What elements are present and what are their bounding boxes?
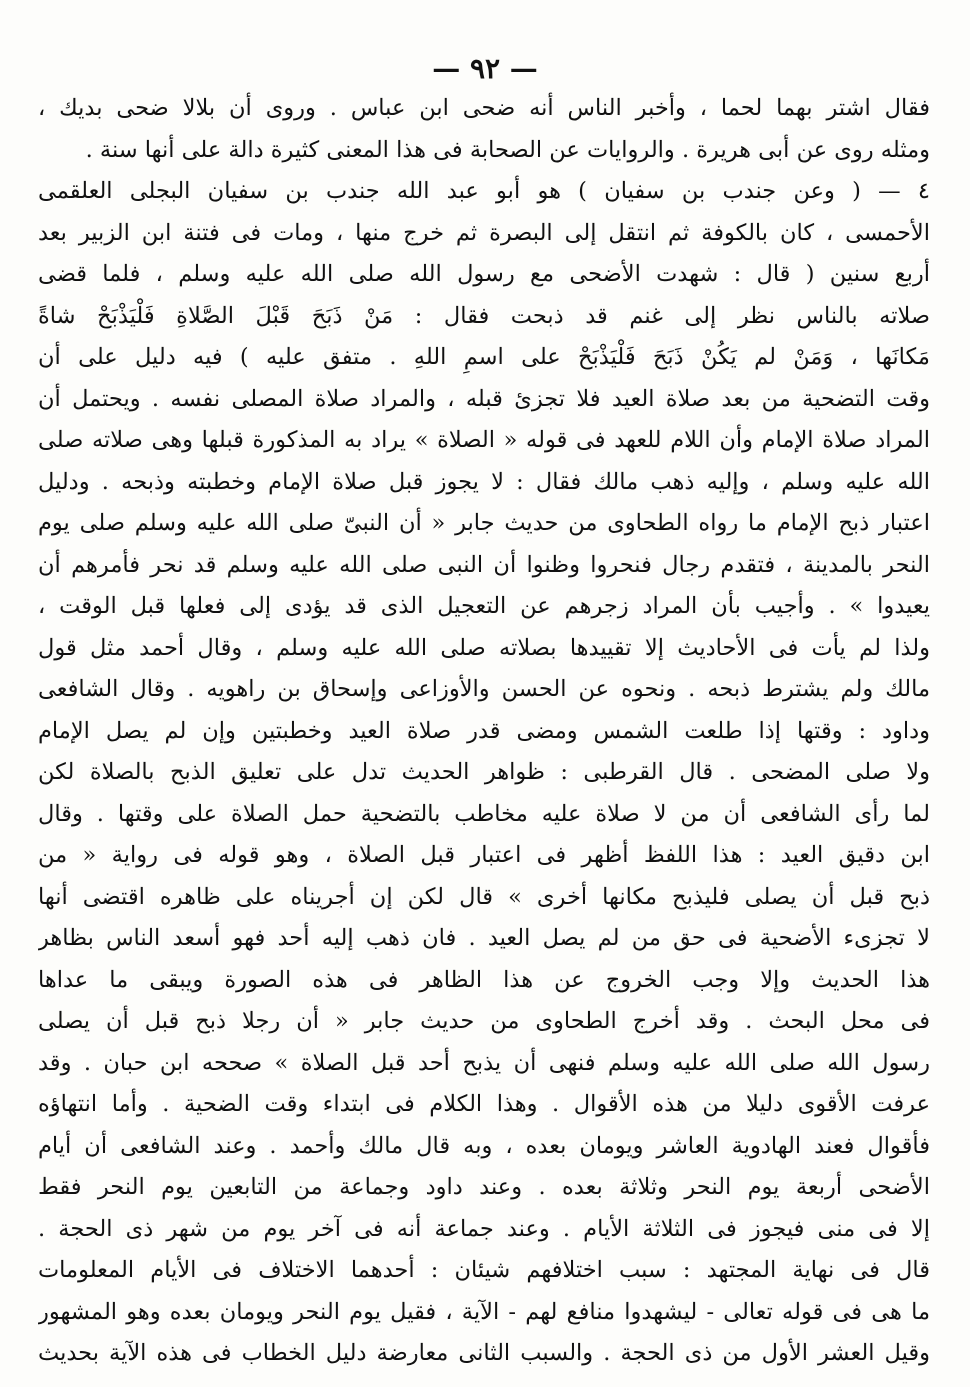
- text-line: اعتبار ذبح الإمام ما رواه الطحاوى من حديث جابر « أن النبىّ صلى الله عليه وسلم صلى يوم: [38, 510, 930, 536]
- text-line: الله عليه وسلم ، وإليه ذهب مالك فقال : لا يجوز قبل صلاة الإمام وخطبته وذبحه . ودليل: [38, 468, 930, 495]
- text-line: فى محل البحث . وقد أخرج الطحاوى من حديث جابر « أن رجلا ذبح قبل أن يصلى: [38, 1008, 930, 1034]
- text-line: ومثله روى عن أبى هريرة . والروايات عن الصحابة فى هذا المعنى كثيرة دالة على أنها سنة .: [85, 136, 930, 163]
- text-line: فقال اشتر بهما لحما ، وأخبر الناس أنه ضحى ابن عباس . وروى أن بلالا ضحى بديك ،: [38, 95, 930, 121]
- text-line: وقيل العشر الأول من ذى الحجة . والسبب الثانى معارضة دليل الخطاب فى هذه الآية بحديث: [38, 1340, 930, 1366]
- text-line: فأقوال فعند الهادوية العاشر ويومان بعده ، وبه قال مالك وأحمد . وعند الشافعى أن أيام: [38, 1132, 930, 1159]
- text-line: المراد صلاة الإمام وأن اللام للعهد فى قوله « الصلاة » يراد به المذكورة قبلها وهى صلاته صلى: [38, 427, 930, 453]
- text-line: ذبح قبل أن يصلى فليذبح مكانها أخرى » قال لكن إن أجريناه على ظاهره اقتضى أنها: [38, 883, 930, 910]
- text-line: ولا صلى المضحى . قال القرطبى : ظواهر الحديث تدل على تعليق الذبح بالصلاة لكن: [38, 759, 930, 785]
- text-line: لا تجزىء الأضحية فى حق من لم يصل العيد . فان ذهب إليه أحد فهو أسعد الناس بظاهر: [38, 925, 930, 951]
- text-line: الأضحى أربعة يوم النحر وثلاثة بعده . وعند داود وجماعة من التابعين يوم النحر فقط: [38, 1174, 930, 1200]
- text-line: ابن دقيق العيد : هذا اللفظ أظهر فى اعتبار قبل الصلاة ، وهو قوله فى رواية « من: [38, 842, 930, 868]
- text-line: رسول الله صلى الله عليه وسلم فنهى أن يذبح أحد قبل الصلاة » صححه ابن حبان . وقد: [38, 1049, 930, 1076]
- text-line: عرفت الأقوى دليلا من هذه الأقوال . وهذا الكلام فى ابتداء وقت الضحية . وأما انتهاؤه: [38, 1091, 930, 1117]
- text-line: أربع سنين ( قال : شهدت الأضحى مع رسول الله صلى الله عليه وسلم ، فلما قضى: [38, 261, 930, 287]
- text-line: مَكانَها ، وَمَنْ لم يَكُنْ ذَبَحَ فَلْيَذْبَحْ على اسمِ اللهِ . متفق عليه ) فيه دليل على أن: [38, 344, 930, 370]
- text-line: صلاته بالناس نظر إلى غنم قد ذبحت فقال : مَنْ ذَبَحَ قَبْلَ الصَّلاةِ فَلْيَذْبَحْ شاةً: [38, 302, 930, 329]
- text-line: ٤ — ( وعن جندب بن سفيان ) هو أبو عبد الله جندب بن سفيان البجلى العلقمى: [38, 178, 930, 204]
- text-line: يعيدوا » . وأجيب بأن المراد زجرهم عن التعجيل الذى قد يؤدى إلى فعلها قبل الوقت ،: [38, 593, 930, 619]
- page-number: — ٩٢ —: [432, 52, 538, 85]
- text-line: إلا فى منى فيجوز فى الثلاثة الأيام . وعند جماعة أنه فى آخر يوم من شهر ذى الحجة .: [38, 1215, 930, 1242]
- text-line: ما هى فى قوله تعالى - ليشهدوا منافع لهم - الآية ، فقيل يوم النحر ويومان بعده وهو المشهور: [38, 1298, 930, 1325]
- text-line: قال فى نهاية المجتهد : سبب اختلافهم شيئان : أحدهما الاختلاف فى الأيام المعلومات: [38, 1257, 930, 1283]
- text-line: هذا الحديث وإلا وجب الخروج عن هذا الظاهر فى هذه الصورة ويبقى ما عداها: [38, 966, 930, 993]
- body-text: [38, 88, 930, 1375]
- text-line: مالك ولم يشترط ذبحه . ونحوه عن الحسن والأوزاعى وإسحاق بن راهويه . وقال الشافعى: [38, 676, 930, 702]
- text-line: وداود : وقتها إذا طلعت الشمس ومضى قدر صلاة العيد وخطبتين وإن لم يصل الإمام: [38, 717, 930, 744]
- text-line: الأحمسى ، كان بالكوفة ثم انتقل إلى البصرة ثم خرج منها ، ومات فى فتنة ابن الزبير بعد: [38, 219, 930, 246]
- text-line: وقت التضحية من بعد صلاة العيد فلا تجزئ قبله ، والمراد صلاة المصلى نفسه . ويحتمل أن: [38, 385, 930, 412]
- text-line: لما رأى الشافعى أن من لا صلاة عليه مخاطب بالتضحية حمل الصلاة على وقتها . وقال: [38, 800, 930, 827]
- text-line: النحر بالمدينة ، فتقدم رجال فنحروا وظنوا أن النبى صلى الله عليه وسلم قد نحر فأمرهم أن: [38, 551, 930, 578]
- text-line: ولذا لم يأت فى الأحاديث إلا تقييدها بصلاته صلى الله عليه وسلم ، وقال أحمد مثل قول: [38, 634, 930, 661]
